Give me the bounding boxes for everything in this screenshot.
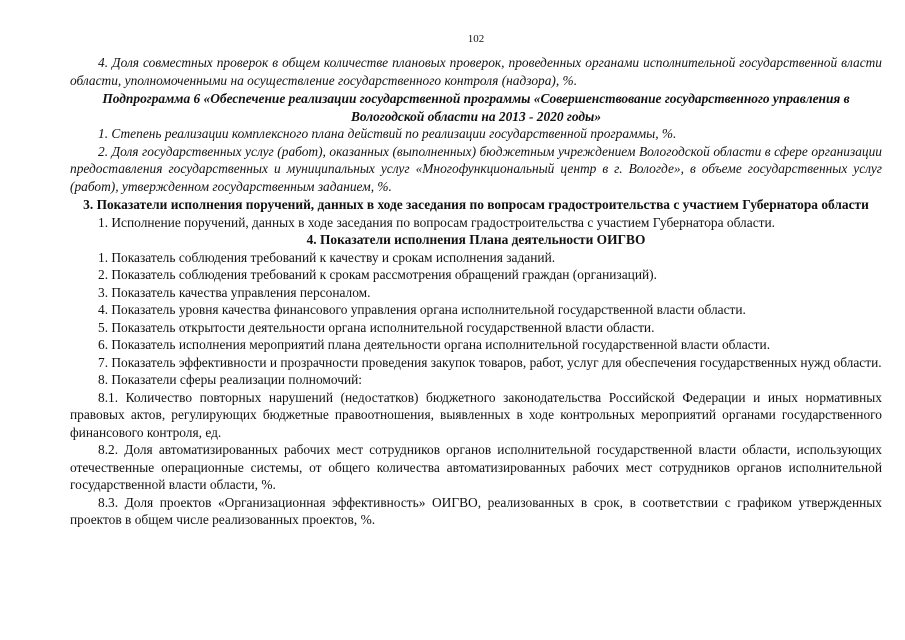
document-body xyxy=(70,54,882,529)
paragraph-joint-inspections-share: 4. Доля совместных проверок в общем количестве плановых проверок, проведенных органами исполнительной государственной власти области, уполномоченными на осуществление государственного контроля (надзора), %. xyxy=(70,55,882,88)
paragraph-indicator-8-1: 8.1. Количество повторных нарушений (недостатков) бюджетного законодательства Российской Федерации и иных нормативных правовых актов, регулирующих бюджетные правоотношения, выявленных в ходе контрольных мероприятий органами государственного финансового контроля, ед. xyxy=(70,389,882,440)
page-number: 102 xyxy=(467,33,485,45)
heading-subprogram-6: Подпрограмма 6 «Обеспечение реализации государственной программы «Совершенствование государственного управления в Вологодской области на 2013 - 2020 годы» xyxy=(102,91,850,124)
paragraph-indicator-4: 4. Показатель уровня качества финансового управления органа исполнительной государственной власти области. xyxy=(98,302,746,317)
paragraph-mfc-services-share: 2. Доля государственных услуг (работ), оказанных (выполненных) бюджетным учреждением Вологодской области в сфере организации предоставления государственных и муниципальных услуг «Многофункциональный центр в г. Вологде», в объеме государственных услуг (работ), утвержденном государственным заданием, %. xyxy=(70,143,882,194)
paragraph-urban-planning-orders: 1. Исполнение поручений, данных в ходе заседания по вопросам градостроительства с участием Губернатора области. xyxy=(98,214,775,230)
paragraph-indicator-8-3: 8.3. Доля проектов «Организационная эффективность» ОИГВО, реализованных в срок, в соответствии с графиком утвержденных проектов в общем числе реализованных проектов, %. xyxy=(70,494,882,527)
paragraph-indicator-8: 8. Показатели сферы реализации полномочий: xyxy=(98,372,363,387)
paragraph-indicator-6: 6. Показатель исполнения мероприятий плана деятельности органа исполнительной государственной власти области. xyxy=(98,337,771,352)
paragraph-indicator-8-2: 8.2. Доля автоматизированных рабочих мест сотрудников органов исполнительной государственной власти области, использующих отечественные операционные системы, от общего количества автоматизированных рабочих мест сотрудников органов исполнительной государственной власти области, %. xyxy=(70,442,882,492)
heading-section-4: 4. Показатели исполнения Плана деятельности ОИГВО xyxy=(306,232,646,247)
paragraph-indicator-5: 5. Показатель открытости деятельности органа исполнительной государственной власти области. xyxy=(98,319,655,335)
paragraph-indicator-2: 2. Показатель соблюдения требований к срокам рассмотрения обращений граждан (организаций). xyxy=(98,267,657,282)
paragraph-action-plan-implementation: 1. Степень реализации комплексного плана действий по реализации государственной программы, %. xyxy=(98,126,677,141)
heading-section-3: 3. Показатели исполнения поручений, данных в ходе заседания по вопросам градостроительства с участием Губернатора области xyxy=(83,197,869,212)
paragraph-indicator-3: 3. Показатель качества управления персоналом. xyxy=(98,284,371,300)
paragraph-indicator-7: 7. Показатель эффективности и прозрачности проведения закупок товаров, работ, услуг для обеспечения государственных нужд области. xyxy=(98,354,882,370)
paragraph-indicator-1: 1. Показатель соблюдения требований к качеству и срокам исполнения заданий. xyxy=(98,249,556,265)
